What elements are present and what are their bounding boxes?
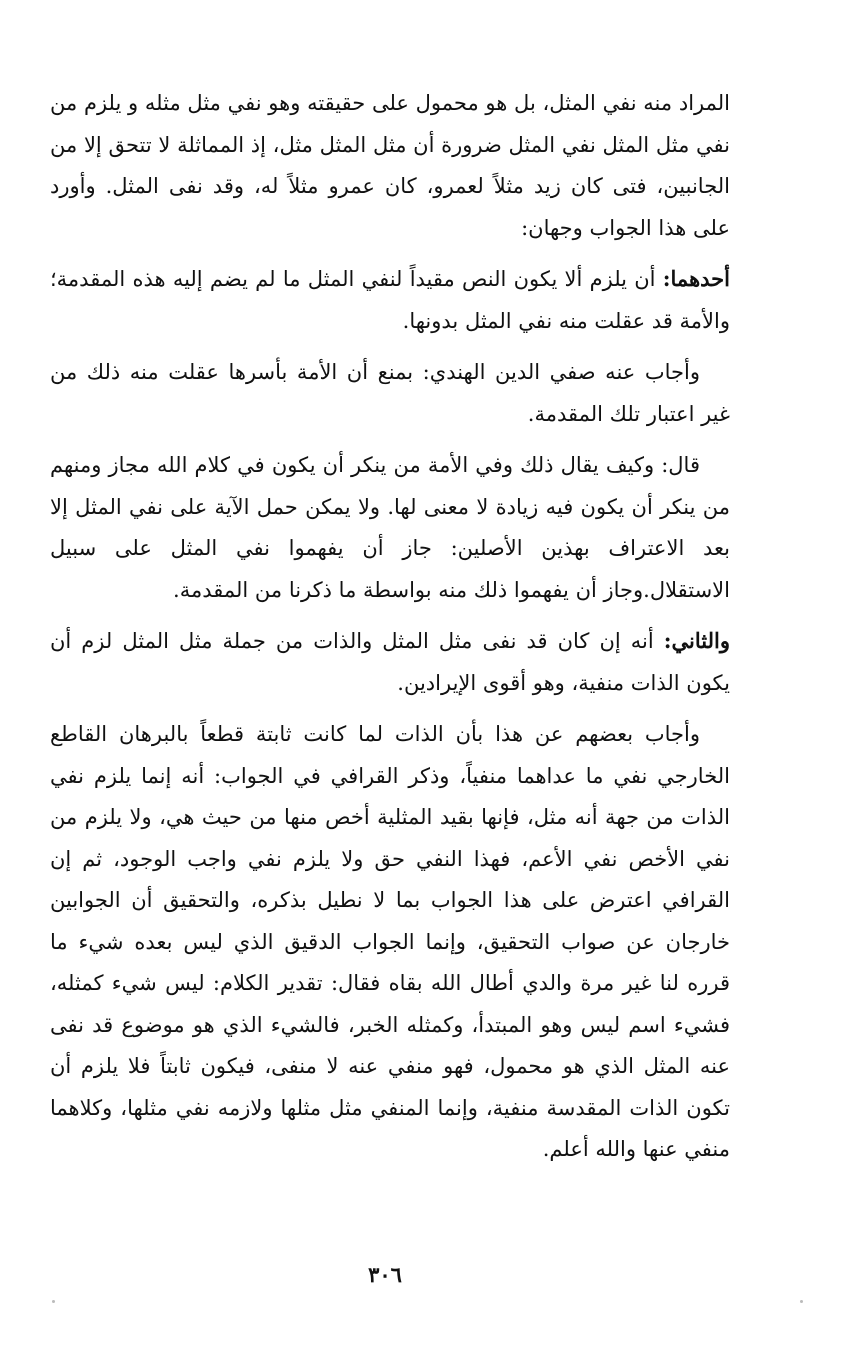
paragraph-6-text: وأجاب بعضهم عن هذا بأن الذات لما كانت ثابتة قطعاً بالبرهان القاطع الخارجي نفي ما عداهما منفياً، وذكر القرافي في الجواب: أنه إنما يلزم نفي الذات من جهة أنه مثل، فإنها بقيد المثلية أخص منها من حيث هي، ولا يلزم من نفي الأخص نفي الأعم، فهذا النفي حق ولا يلزم نفي واجب الوجود، ثم إن القرافي اعترض على هذا الجواب بما لا نطيل بذكره، والتحقيق أن الجوابين خارجان عن صواب التحقيق، وإنما الجواب الدقيق الذي ليس بعده شيء ما قرره لنا غير مرة والدي أطال الله بقاه فقال: تقدير الكلام: ليس شيء كمثله، فشيء اسم ليس وهو المبتدأ، وكمثله الخبر، فالشيء الذي هو موضوع قد نفى عنه المثل الذي هو محمول، فهو منفي عنه لا منفى، فيكون ثابتاً فلا يلزم أن تكون الذات المقدسة منفية، وإنما المنفي مثل مثلها ولازمه نفي مثلها، وكلاهما منفي عنها والله أعلم. xyxy=(50,722,730,1161)
scan-speck xyxy=(800,1300,803,1303)
paragraph-2-text: أن يلزم ألا يكون النص مقيداً لنفي المثل ما لم يضم إليه هذه المقدمة؛ والأمة قد عقلت منه نفي المثل بدونها. xyxy=(50,267,730,333)
paragraph-5 xyxy=(50,620,730,704)
paragraph-3-text: وأجاب عنه صفي الدين الهندي: بمنع أن الأمة بأسرها عقلت منه ذلك من غير اعتبار تلك المقدمة. xyxy=(50,360,730,426)
paragraph-5-text: أنه إن كان قد نفى مثل المثل والذات من جملة مثل المثل لزم أن يكون الذات منفية، وهو أقوى الإيرادين. xyxy=(50,629,730,695)
scan-speck xyxy=(52,1300,55,1303)
paragraph-4 xyxy=(50,444,730,611)
paragraph-1 xyxy=(50,82,730,249)
page-body xyxy=(50,82,730,1180)
paragraph-2-lead: أحدهما: xyxy=(662,266,730,291)
paragraph-3 xyxy=(50,351,730,435)
paragraph-1-text: المراد منه نفي المثل، بل هو محمول على حقيقته وهو نفي مثل مثله و يلزم من نفي مثل المثل نفي المثل ضرورة أن مثل المثل مثل، إذ المماثلة لا تتحق إلا من الجانبين، فتى كان زيد مثلاً لعمرو، كان عمرو مثلاً له، وقد نفى المثل. وأورد على هذا الجواب وجهان: xyxy=(50,91,731,240)
paragraph-6 xyxy=(50,713,730,1171)
page-number: ٣٠٦ xyxy=(368,1262,402,1287)
paragraph-4-text: قال: وكيف يقال ذلك وفي الأمة من ينكر أن يكون في كلام الله مجاز ومنهم من ينكر أن يكون فيه زيادة لا معنى لها. ولا يمكن حمل الآية على نفي المثل إلا بعد الاعتراف بهذين الأصلين: جاز أن يفهموا نفي المثل على سبيل الاستقلال.وجاز أن يفهموا ذلك منه بواسطة ما ذكرنا من المقدمة. xyxy=(50,453,730,602)
paragraph-2 xyxy=(50,258,730,342)
paragraph-5-lead: والثاني: xyxy=(663,628,730,653)
